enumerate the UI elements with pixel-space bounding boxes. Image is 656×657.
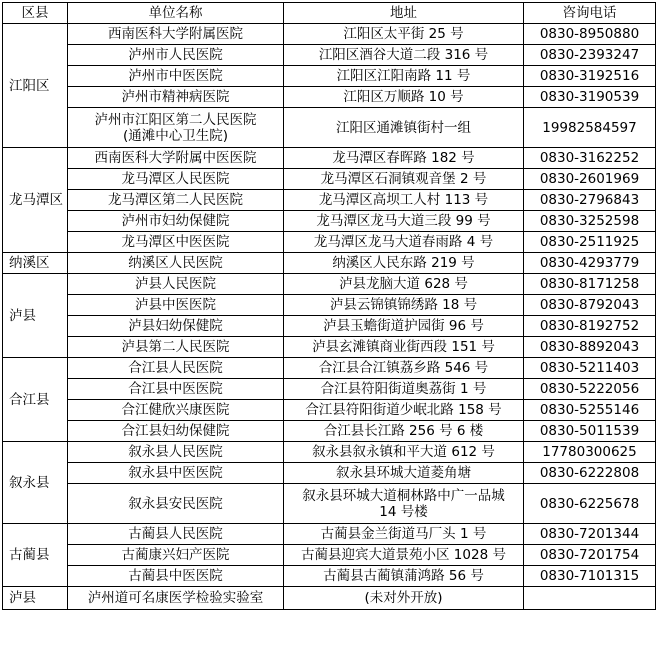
header-address: 地址 [284, 3, 524, 24]
phone-cell: 0830-3162252 [524, 148, 656, 169]
unit-name-cell: 合江县妇幼保健院 [68, 421, 284, 442]
table-body [3, 24, 656, 610]
address-cell: 泸县龙脑大道 628 号 [284, 274, 524, 295]
unit-name-cell: 叙永县中医医院 [68, 463, 284, 484]
address-cell: 叙永县叙永镇和平大道 612 号 [284, 442, 524, 463]
phone-cell: 0830-8892043 [524, 337, 656, 358]
table-row [3, 295, 656, 316]
address-cell: 纳溪区人民东路 219 号 [284, 253, 524, 274]
phone-cell: 0830-7201344 [524, 524, 656, 545]
table-row [3, 148, 656, 169]
phone-cell: 0830-6222808 [524, 463, 656, 484]
table-row [3, 587, 656, 610]
phone-cell: 0830-5211403 [524, 358, 656, 379]
unit-name-cell: 泸州市江阳区第二人民医院 (通滩中心卫生院) [68, 108, 284, 148]
table-row [3, 421, 656, 442]
county-cell: 纳溪区 [3, 253, 68, 274]
phone-cell: 0830-3252598 [524, 211, 656, 232]
unit-name-cell: 古蔺康兴妇产医院 [68, 545, 284, 566]
address-cell: 叙永县环城大道菱角塘 [284, 463, 524, 484]
unit-name-cell: 泸州市人民医院 [68, 45, 284, 66]
phone-cell: 0830-8950880 [524, 24, 656, 45]
table-row [3, 253, 656, 274]
unit-name-cell: 西南医科大学附属中医医院 [68, 148, 284, 169]
unit-name-cell: 合江健欣兴康医院 [68, 400, 284, 421]
address-cell: 龙马潭区高坝工人村 113 号 [284, 190, 524, 211]
table-row [3, 190, 656, 211]
table-row [3, 232, 656, 253]
phone-cell: 0830-2601969 [524, 169, 656, 190]
address-cell: 合江县符阳街道奥荔街 1 号 [284, 379, 524, 400]
table-row [3, 316, 656, 337]
address-cell: 合江县符阳街道少岷北路 158 号 [284, 400, 524, 421]
phone-cell: 0830-2511925 [524, 232, 656, 253]
phone-cell: 0830-2393247 [524, 45, 656, 66]
phone-cell: 0830-3190539 [524, 87, 656, 108]
address-cell: 江阳区江阳南路 11 号 [284, 66, 524, 87]
table-row [3, 358, 656, 379]
address-cell: 泸县玉蟾街道护园街 96 号 [284, 316, 524, 337]
phone-cell: 0830-6225678 [524, 484, 656, 524]
table-row [3, 274, 656, 295]
address-cell: 龙马潭区春晖路 182 号 [284, 148, 524, 169]
phone-cell: 0830-5011539 [524, 421, 656, 442]
address-cell: 泸县云锦镇锦绣路 18 号 [284, 295, 524, 316]
header-county: 区县 [3, 3, 68, 24]
county-cell: 叙永县 [3, 442, 68, 524]
address-cell: 叙永县环城大道桐林路中广一品城 14 号楼 [284, 484, 524, 524]
unit-name-cell: 古蔺县人民医院 [68, 524, 284, 545]
address-cell: 泸县玄滩镇商业街西段 151 号 [284, 337, 524, 358]
hospital-table [2, 2, 656, 610]
table-row [3, 45, 656, 66]
table-row [3, 442, 656, 463]
unit-name-cell: 古蔺县中医医院 [68, 566, 284, 587]
table-row [3, 400, 656, 421]
unit-name-cell: 叙永县安民医院 [68, 484, 284, 524]
phone-cell: 0830-8192752 [524, 316, 656, 337]
phone-cell: 17780300625 [524, 442, 656, 463]
address-cell: 合江县合江镇荔乡路 546 号 [284, 358, 524, 379]
phone-cell: 0830-7101315 [524, 566, 656, 587]
table-row [3, 484, 656, 524]
table-row [3, 524, 656, 545]
phone-cell: 19982584597 [524, 108, 656, 148]
address-cell: 龙马潭区龙马大道三段 99 号 [284, 211, 524, 232]
table-row [3, 379, 656, 400]
unit-name-cell: 西南医科大学附属医院 [68, 24, 284, 45]
unit-name-cell: 泸县人民医院 [68, 274, 284, 295]
unit-name-cell: 龙马潭区中医医院 [68, 232, 284, 253]
county-cell: 江阳区 [3, 24, 68, 148]
phone-cell: 0830-5222056 [524, 379, 656, 400]
address-cell: 合江县长江路 256 号 6 楼 [284, 421, 524, 442]
address-cell: 龙马潭区石洞镇观音堡 2 号 [284, 169, 524, 190]
address-cell: 江阳区太平街 25 号 [284, 24, 524, 45]
unit-name-cell: 泸州道可名康医学检验实验室 [68, 587, 284, 610]
table-container [2, 2, 656, 610]
table-row [3, 211, 656, 232]
table-row [3, 566, 656, 587]
county-cell: 龙马潭区 [3, 148, 68, 253]
header-phone: 咨询电话 [524, 3, 656, 24]
address-cell: 古蔺县迎宾大道景苑小区 1028 号 [284, 545, 524, 566]
unit-name-cell: 泸州市中医医院 [68, 66, 284, 87]
address-cell: 古蔺县古蔺镇蒲鸿路 56 号 [284, 566, 524, 587]
table-row [3, 545, 656, 566]
header-row [3, 3, 656, 24]
address-cell: 江阳区酒谷大道二段 316 号 [284, 45, 524, 66]
address-cell: 江阳区万顺路 10 号 [284, 87, 524, 108]
phone-cell: 0830-3192516 [524, 66, 656, 87]
phone-cell: 0830-8171258 [524, 274, 656, 295]
table-row [3, 463, 656, 484]
table-row [3, 87, 656, 108]
unit-name-cell: 纳溪区人民医院 [68, 253, 284, 274]
unit-name-cell: 叙永县人民医院 [68, 442, 284, 463]
phone-cell: 0830-7201754 [524, 545, 656, 566]
address-cell: 江阳区通滩镇街村一组 [284, 108, 524, 148]
unit-name-cell: 合江县中医医院 [68, 379, 284, 400]
county-cell: 古蔺县 [3, 524, 68, 587]
phone-cell: 0830-8792043 [524, 295, 656, 316]
unit-name-cell: 龙马潭区人民医院 [68, 169, 284, 190]
unit-name-cell: 合江县人民医院 [68, 358, 284, 379]
county-cell: 泸县 [3, 274, 68, 358]
unit-name-cell: 龙马潭区第二人民医院 [68, 190, 284, 211]
county-cell: 泸县 [3, 587, 68, 610]
phone-cell: 0830-4293779 [524, 253, 656, 274]
table-row [3, 337, 656, 358]
unit-name-cell: 泸州市精神病医院 [68, 87, 284, 108]
address-cell: 龙马潭区龙马大道春雨路 4 号 [284, 232, 524, 253]
phone-cell: 0830-5255146 [524, 400, 656, 421]
table-row [3, 108, 656, 148]
table-row [3, 24, 656, 45]
unit-name-cell: 泸县中医医院 [68, 295, 284, 316]
table-row [3, 169, 656, 190]
unit-name-cell: 泸州市妇幼保健院 [68, 211, 284, 232]
header-unit-name: 单位名称 [68, 3, 284, 24]
address-cell: (未对外开放) [284, 587, 524, 610]
table-row [3, 66, 656, 87]
county-cell: 合江县 [3, 358, 68, 442]
address-cell: 古蔺县金兰街道马厂头 1 号 [284, 524, 524, 545]
unit-name-cell: 泸县妇幼保健院 [68, 316, 284, 337]
unit-name-cell: 泸县第二人民医院 [68, 337, 284, 358]
phone-cell [524, 587, 656, 610]
phone-cell: 0830-2796843 [524, 190, 656, 211]
